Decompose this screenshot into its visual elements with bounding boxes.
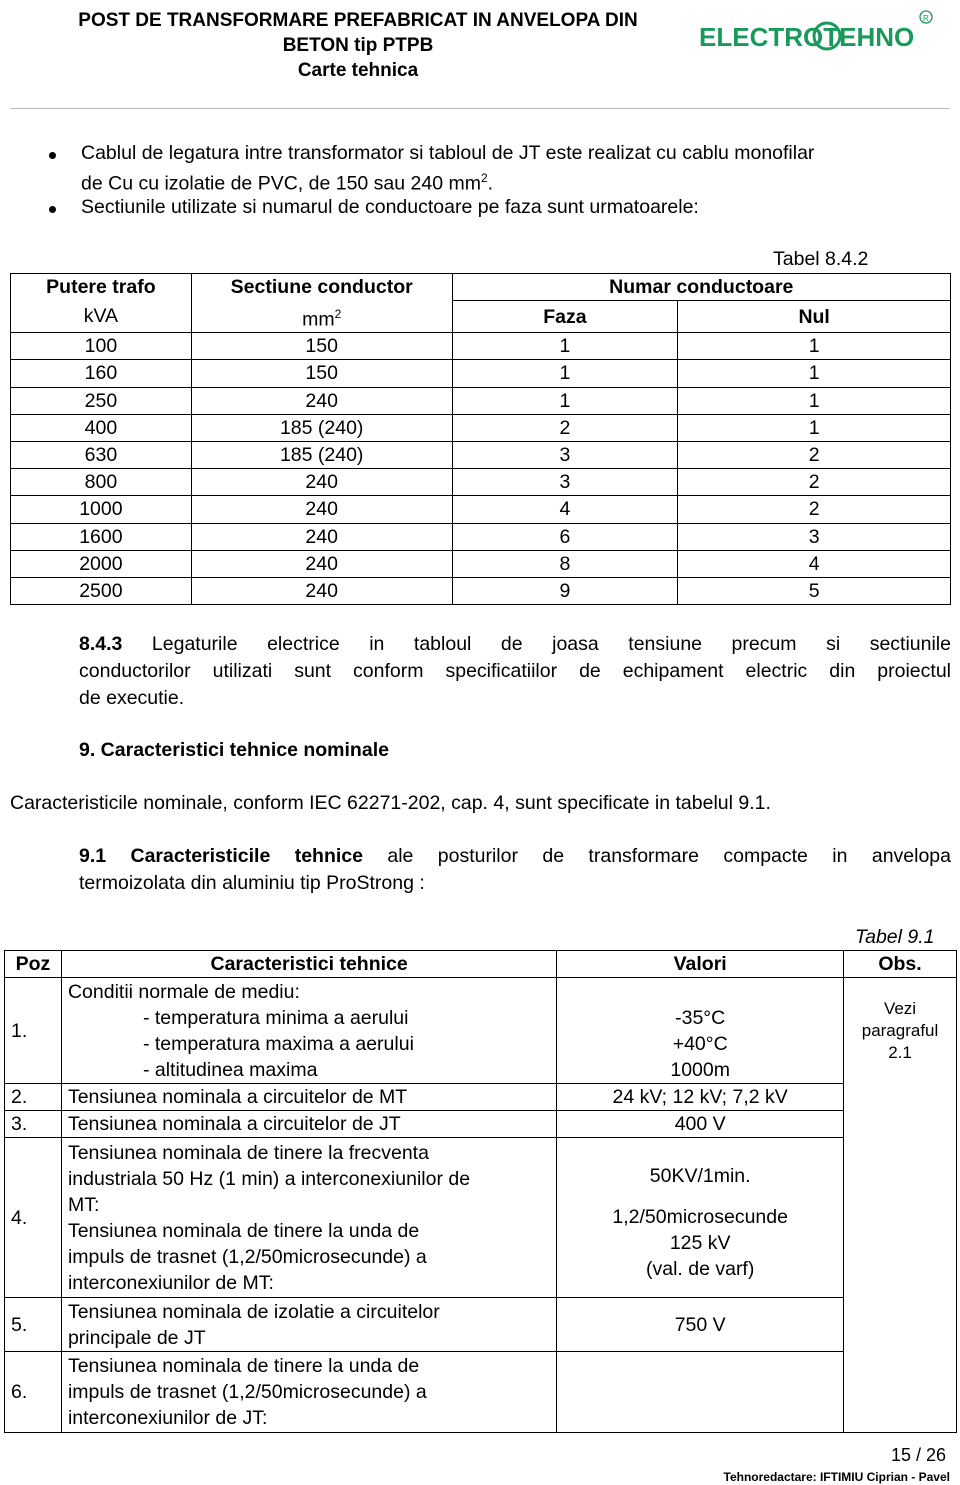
table-row: 3. Tensiunea nominala a circuitelor de JT 400 V	[5, 1111, 957, 1138]
table-cell: 2	[678, 496, 951, 523]
table-row: 4. Tensiunea nominala de tinere la frecventa industriala 50 Hz (1 min) a interconexiunilor de MT: Tensiunea nominala de tinere la unda de impuls de trasnet (1,2/50microsecunde) a interconexiunilor de MT: 50KV/1min. 1,2/50microsecunde 125 kV (val. de varf)	[5, 1138, 957, 1298]
table-row: 6. Tensiunea nominala de tinere la unda de impuls de trasnet (1,2/50microsecunde) a interconexiunilor de JT:	[5, 1352, 957, 1433]
table-cell: 2	[452, 414, 678, 441]
table-cell: 240	[191, 469, 452, 496]
header-title-line2: BETON tip PTPB	[282, 35, 434, 56]
col-header-count: Numar conductoare	[452, 274, 950, 301]
table-row	[11, 414, 951, 441]
bullet-icon	[49, 206, 56, 213]
col-header-poz: Poz	[5, 951, 62, 978]
table-cell: 1	[452, 333, 678, 360]
section-intro: Caracteristicile nominale, conform IEC 62271-202, cap. 4, sunt specificate in tabelul 9.1.	[10, 792, 771, 814]
table-row	[11, 550, 951, 577]
table-cell: 2000	[11, 550, 192, 577]
conductor-table-body	[11, 333, 951, 605]
table-cell: 4	[678, 550, 951, 577]
table-cell: 6	[452, 523, 678, 550]
page-number: 15 / 26	[890, 1445, 946, 1465]
col-header-char: Caracteristici tehnice	[61, 951, 556, 978]
subsection-9-1: 9.1 Caracteristicile tehnice ale posturilor de transformare compacte in anvelopa termoizolata din aluminiu tip ProStrong :	[79, 845, 951, 894]
subsection-number: 9.1 Caracteristicile tehnice	[79, 845, 363, 867]
table-cell: 1000	[11, 496, 192, 523]
table-row	[11, 469, 951, 496]
table-cell: 1	[452, 360, 678, 387]
section-heading: 9. Caracteristici tehnice nominale	[79, 739, 389, 761]
table-cell: 240	[191, 523, 452, 550]
table-cell: 240	[191, 387, 452, 414]
table-cell: 1	[678, 387, 951, 414]
table-cell: 185 (240)	[191, 441, 452, 468]
table-cell: 800	[11, 469, 192, 496]
characteristics-table	[4, 950, 957, 1433]
bullet-item	[81, 195, 951, 220]
bullet-text-line: de Cu cu izolatie de PVC, de 150 sau 240 mm	[81, 172, 481, 195]
table-row	[11, 333, 951, 360]
bullet-item: Cablul de legatura intre transformator si tabloul de JT este realizat cu cablu monofilar de Cu cu izolatie de PVC, de 150 sau 240 $mm^2$.	[81, 141, 951, 197]
table-cell: 150	[191, 360, 452, 387]
table-row: 1. Conditii normale de mediu: - temperatura minima a aerului - temperatura maxima a aerului - altitudinea maxima -35°C +40°C 1000m Vezi paragraful 2.1	[5, 978, 957, 1084]
svg-text:R: R	[923, 14, 929, 23]
table-cell: 240	[191, 550, 452, 577]
table-cell: 630	[11, 441, 192, 468]
col-unit-section: $mm^2$	[191, 301, 452, 333]
col-header-val: Valori	[557, 951, 844, 978]
table-cell: 240	[191, 496, 452, 523]
document-header	[18, 8, 698, 83]
table-cell: 1	[678, 360, 951, 387]
table-row	[11, 387, 951, 414]
table-row	[11, 496, 951, 523]
table-cell: 1	[452, 387, 678, 414]
table-cell: 160	[11, 360, 192, 387]
header-title-line3: Carte tehnica	[297, 60, 419, 81]
table-cell: 1600	[11, 523, 192, 550]
table-cell: 1	[678, 414, 951, 441]
paragraph-number: 8.4.3	[79, 633, 123, 655]
table-cell: 8	[452, 550, 678, 577]
table-cell: 100	[11, 333, 192, 360]
table-cell: 2	[678, 441, 951, 468]
bullet-icon	[49, 152, 56, 159]
header-divider	[10, 108, 950, 109]
col-header-neutral: Nul	[678, 301, 951, 333]
table-row: 5. Tensiunea nominala de izolatie a circuitelor principale de JT 750 V	[5, 1298, 957, 1352]
table-cell: 4	[452, 496, 678, 523]
table-cell: 150	[191, 333, 452, 360]
electrotehno-logo	[697, 8, 937, 68]
table-cell: 240	[191, 577, 452, 604]
bullet-text-line: Sectiunile utilizate si numarul de conductoare pe faza sunt urmatoarele:	[81, 196, 699, 218]
table-cell: 5	[678, 577, 951, 604]
table-row	[11, 523, 951, 550]
col-header-obs: Obs.	[844, 951, 957, 978]
col-unit-power: kVA	[11, 301, 192, 333]
header-title-line1: POST DE TRANSFORMARE PREFABRICAT IN ANVELOPA DIN	[78, 10, 638, 31]
table-cell: 2	[678, 469, 951, 496]
table-cell: 2500	[11, 577, 192, 604]
bullet-text-line: Cablul de legatura intre transformator si tabloul de JT este realizat cu cablu monofilar	[81, 142, 815, 164]
table-row	[11, 360, 951, 387]
table-cell: 3	[452, 469, 678, 496]
table-caption: Tabel 9.1	[855, 926, 935, 948]
table-cell: 1	[678, 333, 951, 360]
table-cell: 400	[11, 414, 192, 441]
col-header-phase: Faza	[452, 301, 678, 333]
table-row: 2. Tensiunea nominala a circuitelor de MT 24 kV; 12 kV; 7,2 kV	[5, 1084, 957, 1111]
table-cell: 250	[11, 387, 192, 414]
editor-credit: Tehnoredactare: IFTIMIU Ciprian - Pavel	[723, 1470, 950, 1484]
paragraph-8-4-3: 8.4.3 Legaturile electrice in tabloul de joasa tensiune precum si sectiunile conductorilor utilizati sunt conform specificatiilor de echipament electric din proiectul de executie.	[79, 633, 951, 709]
table-cell: 185 (240)	[191, 414, 452, 441]
table-cell: 3	[452, 441, 678, 468]
table-cell: 9	[452, 577, 678, 604]
conductor-table	[10, 273, 951, 605]
col-header-power: Putere trafo	[11, 274, 192, 301]
logo-text: ELECTROTEHNO	[699, 22, 915, 52]
table-row	[11, 441, 951, 468]
table-cell: 3	[678, 523, 951, 550]
table-row	[11, 577, 951, 604]
col-header-section: Sectiune conductor	[191, 274, 452, 301]
table-caption: Tabel 8.4.2	[773, 248, 869, 270]
